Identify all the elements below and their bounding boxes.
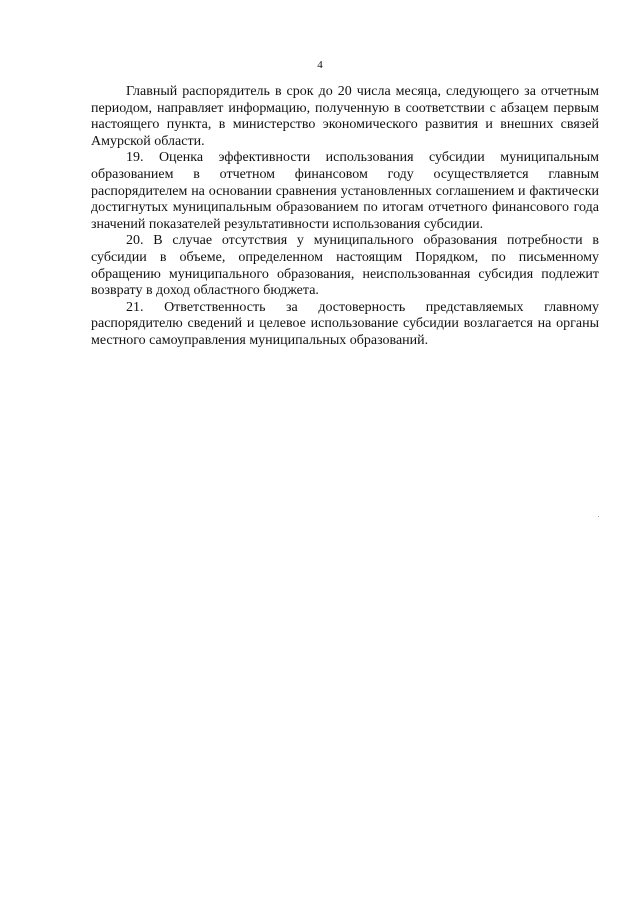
document-body	[91, 84, 599, 350]
paragraph-19-efficiency-assessment: 19. Оценка эффективности использования субсидии муниципальным образованием в отчетном финансовом году осуществляется главным распорядителем на основании сравнения установленных соглашением и фактически достигнутых муниципальным образованием по итогам отчетного финансового года значений показателей результативности использования субсидии.	[91, 150, 599, 232]
paragraph-20-unused-subsidy-return: 20. В случае отсутствия у муниципального образования потребности в субсидии в объеме, определенном настоящим Порядком, по письменному обращению муниципального образования, неиспользованная субсидия подлежит возврату в доход областного бюджета.	[91, 233, 599, 299]
paragraph-main-distributor-report: Главный распорядитель в срок до 20 числа месяца, следующего за отчетным периодом, направляет информацию, полученную в соответствии с абзацем первым настоящего пункта, в министерство экономического развития и внешних связей Амурской области.	[91, 84, 599, 149]
page-number: 4	[317, 59, 323, 71]
paragraph-21-responsibility: 21. Ответственность за достоверность представляемых главному распорядителю сведений и целевое использование субсидии возлагается на органы местного самоуправления муниципальных образований.	[91, 299, 599, 348]
scan-speck	[598, 516, 599, 517]
